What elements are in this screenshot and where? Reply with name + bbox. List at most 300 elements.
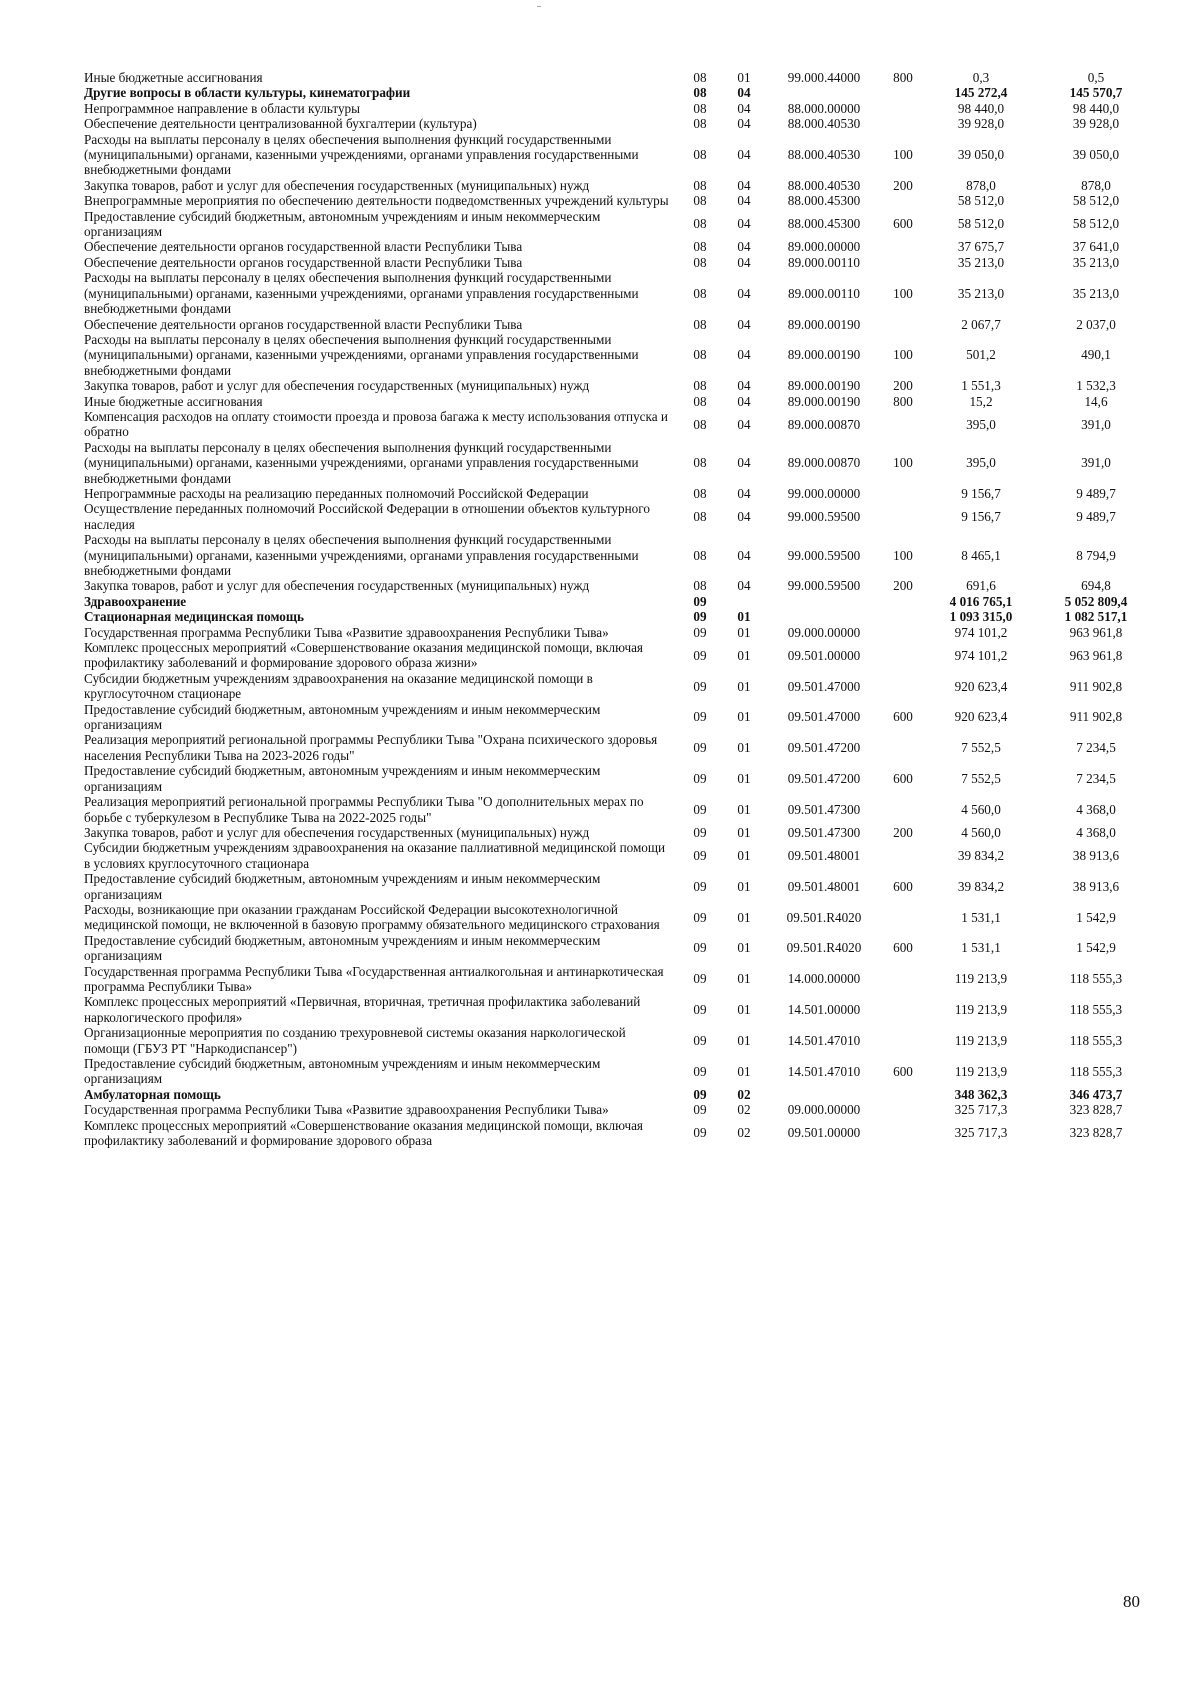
table-row <box>84 825 1153 840</box>
section-code: 08 <box>693 216 707 232</box>
table-row <box>84 209 1153 240</box>
amount-year-1: 7 552,5 <box>961 770 1001 786</box>
amount-year-1: 1 093 315,0 <box>949 609 1013 625</box>
subsection-code: 01 <box>737 647 751 663</box>
target-article-code: 89.000.00190 <box>787 316 861 332</box>
section-code: 08 <box>693 416 707 432</box>
subsection-code: 04 <box>737 285 751 301</box>
target-article-code: 09.501.48001 <box>787 878 861 894</box>
amount-year-2: 39 050,0 <box>1072 147 1120 163</box>
amount-year-2: 14,6 <box>1084 393 1108 409</box>
subsection-code: 04 <box>737 485 751 501</box>
amount-year-2: 911 902,8 <box>1069 709 1123 725</box>
subsection-code: 04 <box>737 254 751 270</box>
amount-year-1: 974 101,2 <box>954 647 1008 663</box>
expense-type-code <box>883 317 923 332</box>
subsection-code: 01 <box>737 971 751 987</box>
row-name: Внепрограммные мероприятия по обеспечению деятельности подведомственных учреждений культуры <box>84 193 669 209</box>
table-row <box>84 116 1153 131</box>
section-code: 08 <box>693 393 707 409</box>
expense-type-code <box>883 902 923 933</box>
amount-year-2: 391,0 <box>1081 416 1111 432</box>
target-article-code: 09.501.00000 <box>787 647 861 663</box>
subsection-code: 01 <box>737 940 751 956</box>
row-name: Осуществление переданных полномочий Российской Федерации в отношении объектов культурного наследия <box>84 501 650 532</box>
row-name: Амбулаторная помощь <box>84 1086 221 1102</box>
expense-type-code: 100 <box>893 455 913 471</box>
target-article-code <box>765 594 883 609</box>
amount-year-2: 323 828,7 <box>1069 1125 1123 1141</box>
section-code: 08 <box>693 485 707 501</box>
expense-type-code: 600 <box>893 940 913 956</box>
expense-type-code <box>883 1025 923 1056</box>
table-row <box>84 732 1153 763</box>
subsection-code: 04 <box>737 316 751 332</box>
amount-year-2: 1 532,3 <box>1076 378 1116 394</box>
section-code: 08 <box>693 85 707 101</box>
subsection-code: 01 <box>737 1063 751 1079</box>
amount-year-2: 9 489,7 <box>1076 485 1116 501</box>
subsection-code: 02 <box>737 1102 751 1118</box>
subsection-code: 01 <box>737 678 751 694</box>
subsection-code: 04 <box>737 455 751 471</box>
amount-year-2: 118 555,3 <box>1069 1002 1123 1018</box>
amount-year-2: 9 489,7 <box>1076 509 1116 525</box>
section-code: 09 <box>693 1032 707 1048</box>
subsection-code: 01 <box>737 1032 751 1048</box>
amount-year-1: 920 623,4 <box>954 678 1008 694</box>
section-code: 08 <box>693 147 707 163</box>
amount-year-2: 1 082 517,1 <box>1064 609 1128 625</box>
row-name: Комплекс процессных мероприятий «Совершенствование оказания медицинской помощи, включая профилактику заболеваний и формирование здорового образа жизни» <box>84 640 643 671</box>
amount-year-1: 35 213,0 <box>957 254 1005 270</box>
subsection-code: 01 <box>737 709 751 725</box>
table-row <box>84 193 1153 208</box>
section-code: 09 <box>693 709 707 725</box>
row-name: Стационарная медицинская помощь <box>84 609 304 625</box>
amount-year-2: 38 913,6 <box>1072 848 1120 864</box>
subsection-code: 04 <box>737 416 751 432</box>
expense-type-code <box>883 255 923 270</box>
subsection-code: 04 <box>737 393 751 409</box>
amount-year-1: 15,2 <box>969 393 993 409</box>
amount-year-2: 4 368,0 <box>1076 801 1116 817</box>
table-row <box>84 1056 1153 1087</box>
subsection-code: 01 <box>737 740 751 756</box>
target-article-code: 99.000.00000 <box>787 485 861 501</box>
expense-type-code <box>883 594 923 609</box>
amount-year-1: 878,0 <box>966 177 996 193</box>
target-article-code: 09.501.47200 <box>787 740 861 756</box>
table-row <box>84 1118 1153 1149</box>
expense-type-code: 800 <box>893 70 913 85</box>
subsection-code: 01 <box>737 70 751 85</box>
amount-year-1: 39 834,2 <box>957 848 1005 864</box>
amount-year-2: 118 555,3 <box>1069 971 1123 987</box>
target-article-code <box>765 1087 883 1102</box>
amount-year-2: 4 368,0 <box>1076 824 1116 840</box>
amount-year-2: 7 234,5 <box>1076 770 1116 786</box>
target-article-code: 09.501.47300 <box>787 824 861 840</box>
subsection-code: 04 <box>737 177 751 193</box>
expense-type-code <box>883 840 923 871</box>
section-code: 08 <box>693 285 707 301</box>
table-row <box>84 409 1153 440</box>
target-article-code: 09.000.00000 <box>787 624 861 640</box>
table-row <box>84 609 1153 624</box>
expense-type-code: 200 <box>893 824 913 840</box>
table-row <box>84 70 1153 85</box>
amount-year-1: 119 213,9 <box>954 1002 1008 1018</box>
target-article-code: 09.501.R4020 <box>786 909 862 925</box>
section-code: 08 <box>693 547 707 563</box>
amount-year-1: 145 272,4 <box>954 85 1008 101</box>
section-code: 08 <box>693 100 707 116</box>
amount-year-1: 4 560,0 <box>961 801 1001 817</box>
expense-type-code <box>883 1118 923 1149</box>
amount-year-2: 490,1 <box>1081 347 1111 363</box>
row-name: Расходы на выплаты персоналу в целях обеспечения выполнения функций государственными (муниципальными) органами, казенными учреждениями, органами управления государственными внебюджетными фондами <box>84 331 639 378</box>
subsection-code: 04 <box>737 147 751 163</box>
expense-type-code: 600 <box>893 216 913 232</box>
expense-type-code <box>883 1102 923 1117</box>
subsection-code: 04 <box>737 216 751 232</box>
section-code: 09 <box>693 740 707 756</box>
section-code: 09 <box>693 624 707 640</box>
amount-year-2: 58 512,0 <box>1072 193 1120 209</box>
target-article-code: 99.000.44000 <box>787 70 861 85</box>
target-article-code: 09.501.47300 <box>787 801 861 817</box>
row-name: Закупка товаров, работ и услуг для обеспечения государственных (муниципальных) нужд <box>84 177 590 193</box>
amount-year-2: 878,0 <box>1081 177 1111 193</box>
table-row <box>84 239 1153 254</box>
expense-type-code <box>883 994 923 1025</box>
table-row <box>84 532 1153 578</box>
page-number: 80 <box>1123 1592 1140 1611</box>
subsection-code: 04 <box>737 378 751 394</box>
amount-year-1: 1 531,1 <box>961 940 1001 956</box>
row-name: Непрограммные расходы на реализацию переданных полномочий Российской Федерации <box>84 485 589 501</box>
section-code: 08 <box>693 455 707 471</box>
amount-year-2: 39 928,0 <box>1072 116 1120 132</box>
row-name: Реализация мероприятий региональной программы Республики Тыва "О дополнительных мерах по борьбе с туберкулезом в Республике Тыва на 2022-2025 годы" <box>84 794 644 825</box>
amount-year-2: 2 037,0 <box>1076 316 1116 332</box>
expense-type-code <box>883 101 923 116</box>
section-code: 09 <box>693 909 707 925</box>
expense-type-code: 200 <box>893 378 913 394</box>
amount-year-2: 7 234,5 <box>1076 740 1116 756</box>
expense-type-code <box>883 1087 923 1102</box>
subsection-code: 04 <box>737 509 751 525</box>
table-row <box>84 85 1153 100</box>
subsection-code: 04 <box>737 116 751 132</box>
target-article-code: 09.501.47000 <box>787 709 861 725</box>
expense-type-code: 600 <box>893 1063 913 1079</box>
expense-type-code <box>883 609 923 624</box>
expense-type-code <box>883 625 923 640</box>
section-code: 09 <box>693 593 707 609</box>
table-row <box>84 394 1153 409</box>
target-article-code: 14.501.00000 <box>787 1002 861 1018</box>
row-name: Здравоохранение <box>84 593 187 609</box>
section-code: 09 <box>693 609 707 625</box>
row-name: Реализация мероприятий региональной программы Республики Тыва "Охрана психического здоровья населения Республики Тыва на 2023-2026 годы" <box>84 732 658 763</box>
subsection-code: 01 <box>737 801 751 817</box>
row-name: Иные бюджетные ассигнования <box>84 70 263 85</box>
table-row <box>84 578 1153 593</box>
row-name: Субсидии бюджетным учреждениям здравоохранения на оказание паллиативной медицинской помощи в условиях круглосуточного стационара <box>84 840 666 871</box>
table-row <box>84 486 1153 501</box>
amount-year-2: 963 961,8 <box>1069 624 1123 640</box>
row-name: Закупка товаров, работ и услуг для обеспечения государственных (муниципальных) нужд <box>84 824 590 840</box>
row-name: Расходы на выплаты персоналу в целях обеспечения выполнения функций государственными (муниципальными) органами, казенными учреждениями, органами управления государственными внебюджетными фондами <box>84 439 639 486</box>
target-article-code: 14.501.47010 <box>787 1063 861 1079</box>
table-row <box>84 440 1153 486</box>
section-code: 09 <box>693 971 707 987</box>
section-code: 08 <box>693 193 707 209</box>
section-code: 09 <box>693 1102 707 1118</box>
target-article-code: 09.501.00000 <box>787 1125 861 1141</box>
section-code: 09 <box>693 770 707 786</box>
row-name: Предоставление субсидий бюджетным, автономным учреждениям и иным некоммерческим организациям <box>84 932 601 964</box>
section-code: 09 <box>693 1002 707 1018</box>
row-name: Государственная программа Республики Тыва «Развитие здравоохранения Республики Тыва» <box>84 1102 609 1118</box>
scan-mark: ¨ <box>537 2 541 16</box>
row-name: Комплекс процессных мероприятий «Совершенствование оказания медицинской помощи, включая профилактику заболеваний и формирование здорового образа <box>84 1117 643 1149</box>
expense-type-code <box>883 85 923 100</box>
row-name: Комплекс процессных мероприятий «Первичная, вторичная, третичная профилактика заболеваний наркологического профиля» <box>84 994 641 1025</box>
table-row <box>84 994 1153 1025</box>
expense-type-code: 200 <box>893 177 913 193</box>
target-article-code: 88.000.00000 <box>787 100 861 116</box>
target-article-code <box>765 609 883 624</box>
target-article-code <box>765 85 883 100</box>
expense-type-code: 100 <box>893 347 913 363</box>
row-name: Обеспечение деятельности централизованной бухгалтерии (культура) <box>84 116 477 132</box>
section-code: 08 <box>693 316 707 332</box>
row-name: Государственная программа Республики Тыва «Развитие здравоохранения Республики Тыва» <box>84 624 609 640</box>
amount-year-2: 58 512,0 <box>1072 216 1120 232</box>
subsection-code: 01 <box>737 770 751 786</box>
subsection-code: 04 <box>737 85 751 101</box>
target-article-code: 88.000.40530 <box>787 177 861 193</box>
budget-table <box>84 70 1153 1148</box>
amount-year-1: 7 552,5 <box>961 740 1001 756</box>
section-code: 08 <box>693 509 707 525</box>
section-code: 08 <box>693 378 707 394</box>
subsection-code: 01 <box>737 824 751 840</box>
table-row <box>84 594 1153 609</box>
amount-year-2: 694,8 <box>1081 578 1111 594</box>
row-name: Субсидии бюджетным учреждениям здравоохранения на оказание медицинской помощи в круглосуточном стационаре <box>84 670 593 702</box>
amount-year-1: 974 101,2 <box>954 624 1008 640</box>
amount-year-1: 920 623,4 <box>954 709 1008 725</box>
target-article-code: 09.501.48001 <box>787 848 861 864</box>
section-code: 09 <box>693 878 707 894</box>
amount-year-2: 963 961,8 <box>1069 647 1123 663</box>
target-article-code: 99.000.59500 <box>787 547 861 563</box>
expense-type-code: 100 <box>893 285 913 301</box>
expense-type-code <box>883 640 923 671</box>
section-code: 08 <box>693 177 707 193</box>
subsection-code: 04 <box>737 347 751 363</box>
amount-year-2: 35 213,0 <box>1072 254 1120 270</box>
section-code: 09 <box>693 801 707 817</box>
expense-type-code <box>883 193 923 208</box>
target-article-code: 89.000.00110 <box>787 285 861 301</box>
amount-year-1: 119 213,9 <box>954 1063 1008 1079</box>
amount-year-2: 1 542,9 <box>1076 940 1116 956</box>
table-row <box>84 255 1153 270</box>
amount-year-2: 8 794,9 <box>1076 547 1116 563</box>
row-name: Предоставление субсидий бюджетным, автономным учреждениям и иным некоммерческим организациям <box>84 1056 601 1087</box>
amount-year-1: 325 717,3 <box>954 1125 1008 1141</box>
amount-year-1: 9 156,7 <box>961 509 1001 525</box>
target-article-code: 14.501.47010 <box>787 1032 861 1048</box>
expense-type-code: 600 <box>893 770 913 786</box>
section-code: 09 <box>693 940 707 956</box>
amount-year-2: 0,5 <box>1087 70 1105 85</box>
subsection-code <box>723 594 765 609</box>
row-name: Обеспечение деятельности органов государственной власти Республики Тыва <box>84 254 523 270</box>
target-article-code: 09.501.47000 <box>787 678 861 694</box>
subsection-code: 01 <box>737 848 751 864</box>
amount-year-2: 35 213,0 <box>1072 285 1120 301</box>
subsection-code: 01 <box>737 878 751 894</box>
subsection-code: 04 <box>737 547 751 563</box>
subsection-code: 04 <box>737 578 751 594</box>
expense-type-code <box>883 501 923 532</box>
table-row <box>84 317 1153 332</box>
expense-type-code: 600 <box>893 709 913 725</box>
expense-type-code: 600 <box>893 878 913 894</box>
section-code: 09 <box>693 1125 707 1141</box>
expense-type-code <box>883 732 923 763</box>
amount-year-2: 37 641,0 <box>1072 239 1120 255</box>
expense-type-code: 100 <box>893 147 913 163</box>
amount-year-1: 39 834,2 <box>957 878 1005 894</box>
target-article-code: 88.000.45300 <box>787 193 861 209</box>
row-name: Расходы, возникающие при оказании гражданам Российской Федерации высокотехнологичной медицинской помощи, не включенной в базовую программу обязательного медицинского страхования <box>84 901 660 933</box>
section-code: 08 <box>693 347 707 363</box>
table-row <box>84 132 1153 178</box>
target-article-code: 89.000.00110 <box>787 254 861 270</box>
target-article-code: 14.000.00000 <box>787 971 861 987</box>
amount-year-1: 395,0 <box>966 416 996 432</box>
target-article-code: 89.000.00870 <box>787 416 861 432</box>
row-name: Организационные мероприятия по созданию трехуровневой системы оказания наркологической помощи (ГБУЗ РТ "Наркодиспансер") <box>84 1025 626 1056</box>
amount-year-1: 1 551,3 <box>961 378 1001 394</box>
amount-year-1: 2 067,7 <box>961 316 1001 332</box>
section-code: 08 <box>693 70 707 85</box>
amount-year-1: 9 156,7 <box>961 485 1001 501</box>
expense-type-code: 200 <box>893 578 913 594</box>
table-row <box>84 964 1153 995</box>
amount-year-1: 1 531,1 <box>961 909 1001 925</box>
target-article-code: 89.000.00870 <box>787 455 861 471</box>
subsection-code: 02 <box>737 1125 751 1141</box>
amount-year-1: 119 213,9 <box>954 1032 1008 1048</box>
row-name: Расходы на выплаты персоналу в целях обеспечения выполнения функций государственными (муниципальными) органами, казенными учреждениями, органами управления государственными внебюджетными фондами <box>84 131 639 178</box>
amount-year-1: 119 213,9 <box>954 971 1008 987</box>
amount-year-1: 325 717,3 <box>954 1102 1008 1118</box>
section-code: 09 <box>693 1063 707 1079</box>
amount-year-2: 145 570,7 <box>1069 85 1123 101</box>
table-row <box>84 1025 1153 1056</box>
target-article-code: 99.000.59500 <box>787 509 861 525</box>
amount-year-1: 691,6 <box>966 578 996 594</box>
table-row <box>84 702 1153 733</box>
row-name: Расходы на выплаты персоналу в целях обеспечения выполнения функций государственными (муниципальными) органами, казенными учреждениями, органами управления государственными внебюджетными фондами <box>84 532 639 578</box>
row-name: Другие вопросы в области культуры, кинематографии <box>84 85 411 101</box>
amount-year-1: 4 560,0 <box>961 824 1001 840</box>
target-article-code: 09.501.47200 <box>787 770 861 786</box>
expense-type-code <box>883 116 923 131</box>
target-article-code: 88.000.40530 <box>787 147 861 163</box>
amount-year-1: 58 512,0 <box>957 193 1005 209</box>
subsection-code: 04 <box>737 239 751 255</box>
section-code: 09 <box>693 678 707 694</box>
amount-year-1: 0,3 <box>972 70 990 85</box>
table-row <box>84 902 1153 933</box>
row-name: Компенсация расходов на оплату стоимости проезда и провоза багажа к месту использования отпуска и обратно <box>84 408 668 440</box>
section-code: 08 <box>693 116 707 132</box>
amount-year-1: 98 440,0 <box>957 100 1005 116</box>
amount-year-1: 4 016 765,1 <box>949 593 1013 609</box>
table-row <box>84 763 1153 794</box>
table-row <box>84 1087 1153 1102</box>
row-name: Непрограммное направление в области культуры <box>84 100 360 116</box>
table-row <box>84 871 1153 902</box>
subsection-code: 04 <box>737 100 751 116</box>
section-code: 08 <box>693 239 707 255</box>
amount-year-1: 348 362,3 <box>954 1086 1008 1102</box>
row-name: Предоставление субсидий бюджетным, автономным учреждениям и иным некоммерческим организациям <box>84 208 601 240</box>
amount-year-1: 501,2 <box>966 347 996 363</box>
row-name: Расходы на выплаты персоналу в целях обеспечения выполнения функций государственными (муниципальными) органами, казенными учреждениями, органами управления государственными внебюджетными фондами <box>84 270 639 317</box>
expense-type-code: 100 <box>893 547 913 563</box>
table-row <box>84 640 1153 671</box>
subsection-code: 01 <box>737 624 751 640</box>
amount-year-1: 8 465,1 <box>961 547 1001 563</box>
target-article-code: 89.000.00190 <box>787 347 861 363</box>
amount-year-2: 346 473,7 <box>1069 1086 1123 1102</box>
amount-year-2: 1 542,9 <box>1076 909 1116 925</box>
section-code: 09 <box>693 1086 707 1102</box>
row-name: Предоставление субсидий бюджетным, автономным учреждениям и иным некоммерческим организациям <box>84 701 601 733</box>
row-name: Обеспечение деятельности органов государственной власти Республики Тыва <box>84 316 523 332</box>
subsection-code: 01 <box>737 909 751 925</box>
section-code: 09 <box>693 824 707 840</box>
row-name: Иные бюджетные ассигнования <box>84 393 263 409</box>
row-name: Обеспечение деятельности органов государственной власти Республики Тыва <box>84 239 523 255</box>
table-row <box>84 270 1153 316</box>
expense-type-code <box>883 794 923 825</box>
row-name: Государственная программа Республики Тыва «Государственная антиалкогольная и антинаркотическая программа Республики Тыва» <box>84 963 664 994</box>
amount-year-2: 911 902,8 <box>1069 678 1123 694</box>
budget-table-body <box>84 70 1153 1148</box>
amount-year-2: 391,0 <box>1081 455 1111 471</box>
section-code: 08 <box>693 254 707 270</box>
subsection-code: 01 <box>737 609 751 625</box>
table-row <box>84 625 1153 640</box>
row-name: Предоставление субсидий бюджетным, автономным учреждениям и иным некоммерческим организациям <box>84 763 601 794</box>
target-article-code: 09.501.R4020 <box>786 940 862 956</box>
amount-year-2: 98 440,0 <box>1072 100 1120 116</box>
target-article-code: 89.000.00190 <box>787 393 861 409</box>
subsection-code: 01 <box>737 1002 751 1018</box>
amount-year-1: 37 675,7 <box>957 239 1005 255</box>
